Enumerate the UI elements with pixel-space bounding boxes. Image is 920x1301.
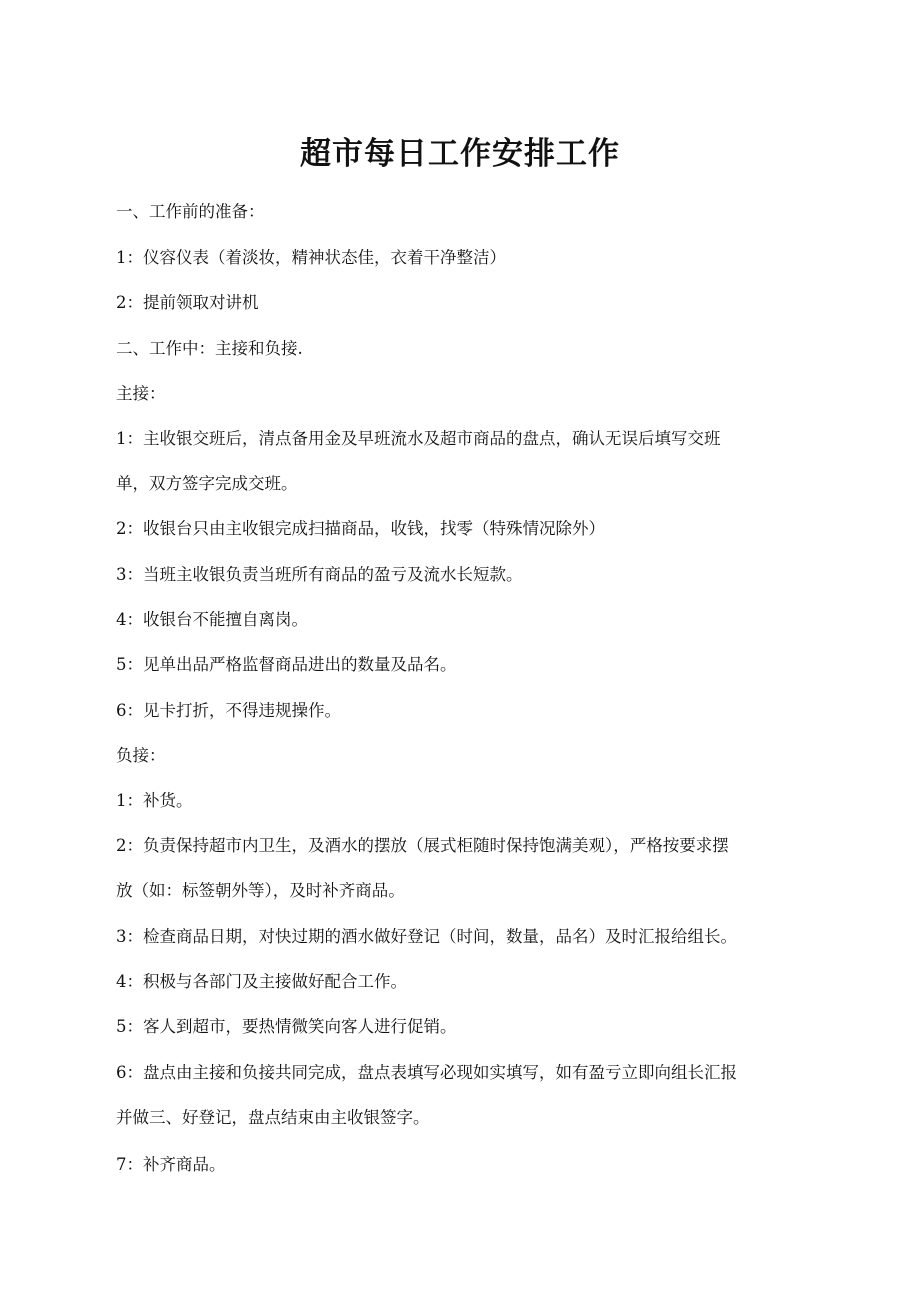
document-title: 超市每日工作安排工作 <box>300 136 620 172</box>
list-item-continuation: 并做三、好登记，盘点结束由主收银签字。 <box>116 1108 430 1127</box>
list-item: 1：仪容仪表（着淡妆，精神状态佳，衣着干净整洁） <box>116 248 506 267</box>
subheading-main-cashier: 主接： <box>116 384 166 403</box>
list-item: 6：盘点由主接和负接共同完成，盘点表填写必现如实填写，如有盈亏立即向组长汇报 <box>116 1063 737 1082</box>
list-item: 2：负责保持超市内卫生，及酒水的摆放（展式柜随时保持饱满美观），严格按要求摆 <box>116 836 729 855</box>
list-item: 3：当班主收银负责当班所有商品的盈亏及流水长短款。 <box>116 565 523 584</box>
list-item: 5：客人到超市，要热情微笑向客人进行促销。 <box>116 1017 457 1036</box>
list-item: 4：积极与各部门及主接做好配合工作。 <box>116 972 407 991</box>
list-item: 2：收银台只由主收银完成扫描商品，收钱，找零（特殊情况除外） <box>116 519 605 538</box>
section-heading-before-work: 一、工作前的准备： <box>116 202 265 221</box>
subheading-assistant: 负接： <box>116 746 166 765</box>
list-item: 7：补齐商品。 <box>116 1155 226 1174</box>
list-item-continuation: 放（如：标签朝外等），及时补齐商品。 <box>116 881 405 900</box>
list-item: 5：见单出品严格监督商品进出的数量及品名。 <box>116 655 457 674</box>
list-item: 4：收银台不能擅自离岗。 <box>116 610 308 629</box>
list-item-continuation: 单，双方签字完成交班。 <box>116 474 298 493</box>
list-item: 3：检查商品日期，对快过期的酒水做好登记（时间，数量，品名）及时汇报给组长。 <box>116 927 737 946</box>
section-heading-during-work: 二、工作中：主接和负接. <box>116 339 303 358</box>
list-item: 6：见卡打折，不得违规操作。 <box>116 701 341 720</box>
list-item: 2：提前领取对讲机 <box>116 293 259 312</box>
list-item: 1：补货。 <box>116 791 193 810</box>
list-item: 1：主收银交班后，清点备用金及早班流水及超市商品的盘点，确认无误后填写交班 <box>116 429 721 448</box>
